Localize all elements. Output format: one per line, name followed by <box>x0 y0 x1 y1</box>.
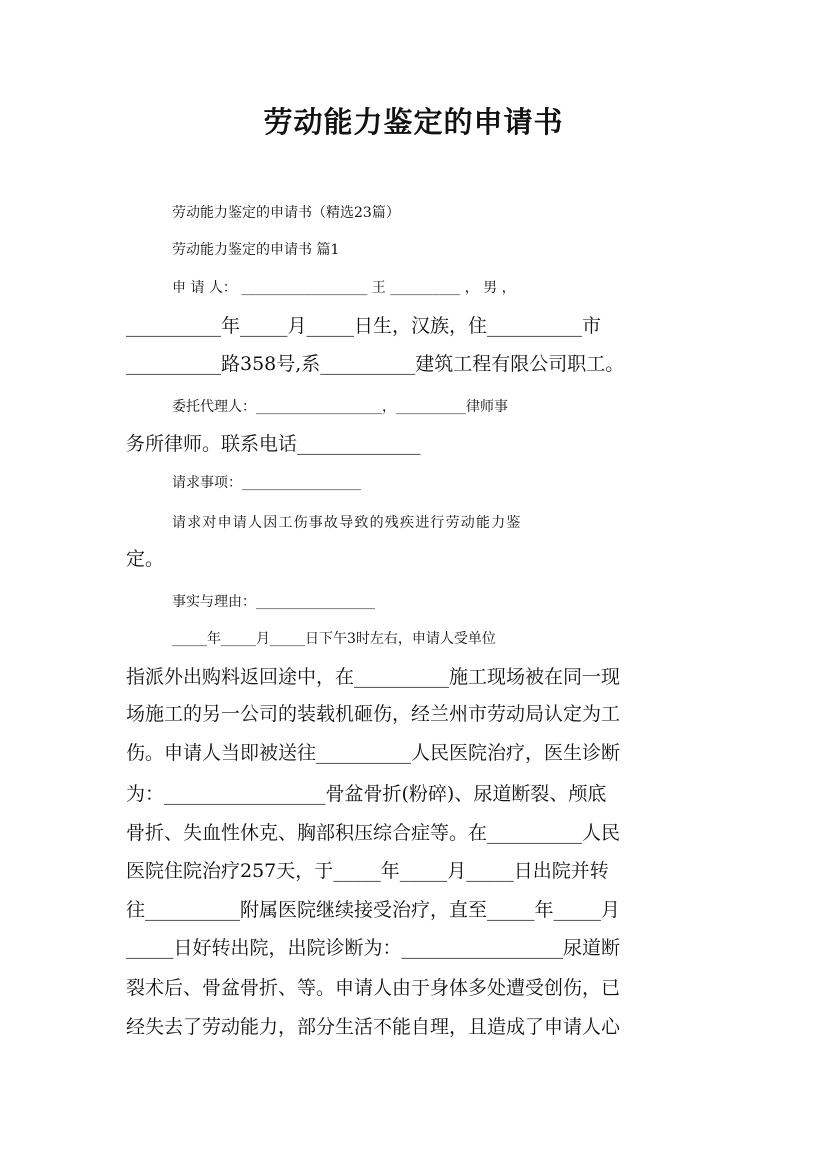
paragraph-line: 医院住院治疗257天，于_____年_____月_____日出院并转 <box>126 860 609 882</box>
facts-heading: 事实与理由：_________________ <box>172 594 375 610</box>
paragraph-line: 请求对申请人因工伤事故导致的残疾进行劳动能力鉴 <box>172 515 522 531</box>
paragraph-line: 场施工的另一公司的装载机砸伤，经兰州市劳动局认定为工 <box>126 703 621 725</box>
paragraph-line: __________路358号,系__________建筑工程有限公司职工。 <box>126 353 625 375</box>
agent-line: 委托代理人：__________________，__________律师事 <box>172 399 508 415</box>
paragraph-line: __________年_____月_____日生，汉族，住__________市 <box>126 315 602 337</box>
paragraph-line: 裂术后、骨盆骨折、等。申请人由于身体多处遭受创伤，已 <box>126 977 621 999</box>
paragraph-line: 伤。申请人当即被送往__________人民医院治疗，医生诊断 <box>126 742 621 764</box>
request-heading: 请求事项：_________________ <box>172 475 361 491</box>
paragraph-line: _____日好转出院，出院诊断为：_________________尿道断 <box>126 937 621 959</box>
paragraph-line: 为：_________________骨盆骨折(粉碎)、尿道断裂、颅底 <box>126 783 607 805</box>
paragraph-line: 经失去了劳动能力，部分生活不能自理，且造成了申请人心 <box>126 1016 621 1038</box>
paragraph-line: 骨折、失血性休克、胸部积压综合症等。在__________人民 <box>126 822 621 844</box>
paragraph-line: 指派外出购料返回途中，在__________施工现场被在同一现 <box>126 666 621 688</box>
paragraph-line: 往__________附属医院继续接受治疗，直至_____年_____月 <box>126 899 621 921</box>
applicant-line: 申 请 人： __________________ 王 __________ ， 男 ， <box>172 280 516 296</box>
subtitle-line: 劳动能力鉴定的申请书（精选23篇） <box>172 205 400 221</box>
paragraph-line: _____年_____月_____日下午3时左右，申请人受单位 <box>172 631 496 647</box>
paragraph-line: 定。 <box>126 548 165 570</box>
paragraph-line: 务所律师。联系电话_____________ <box>126 433 421 455</box>
section-heading: 劳动能力鉴定的申请书 篇1 <box>172 242 340 258</box>
document-title: 劳动能力鉴定的申请书 <box>263 105 564 139</box>
